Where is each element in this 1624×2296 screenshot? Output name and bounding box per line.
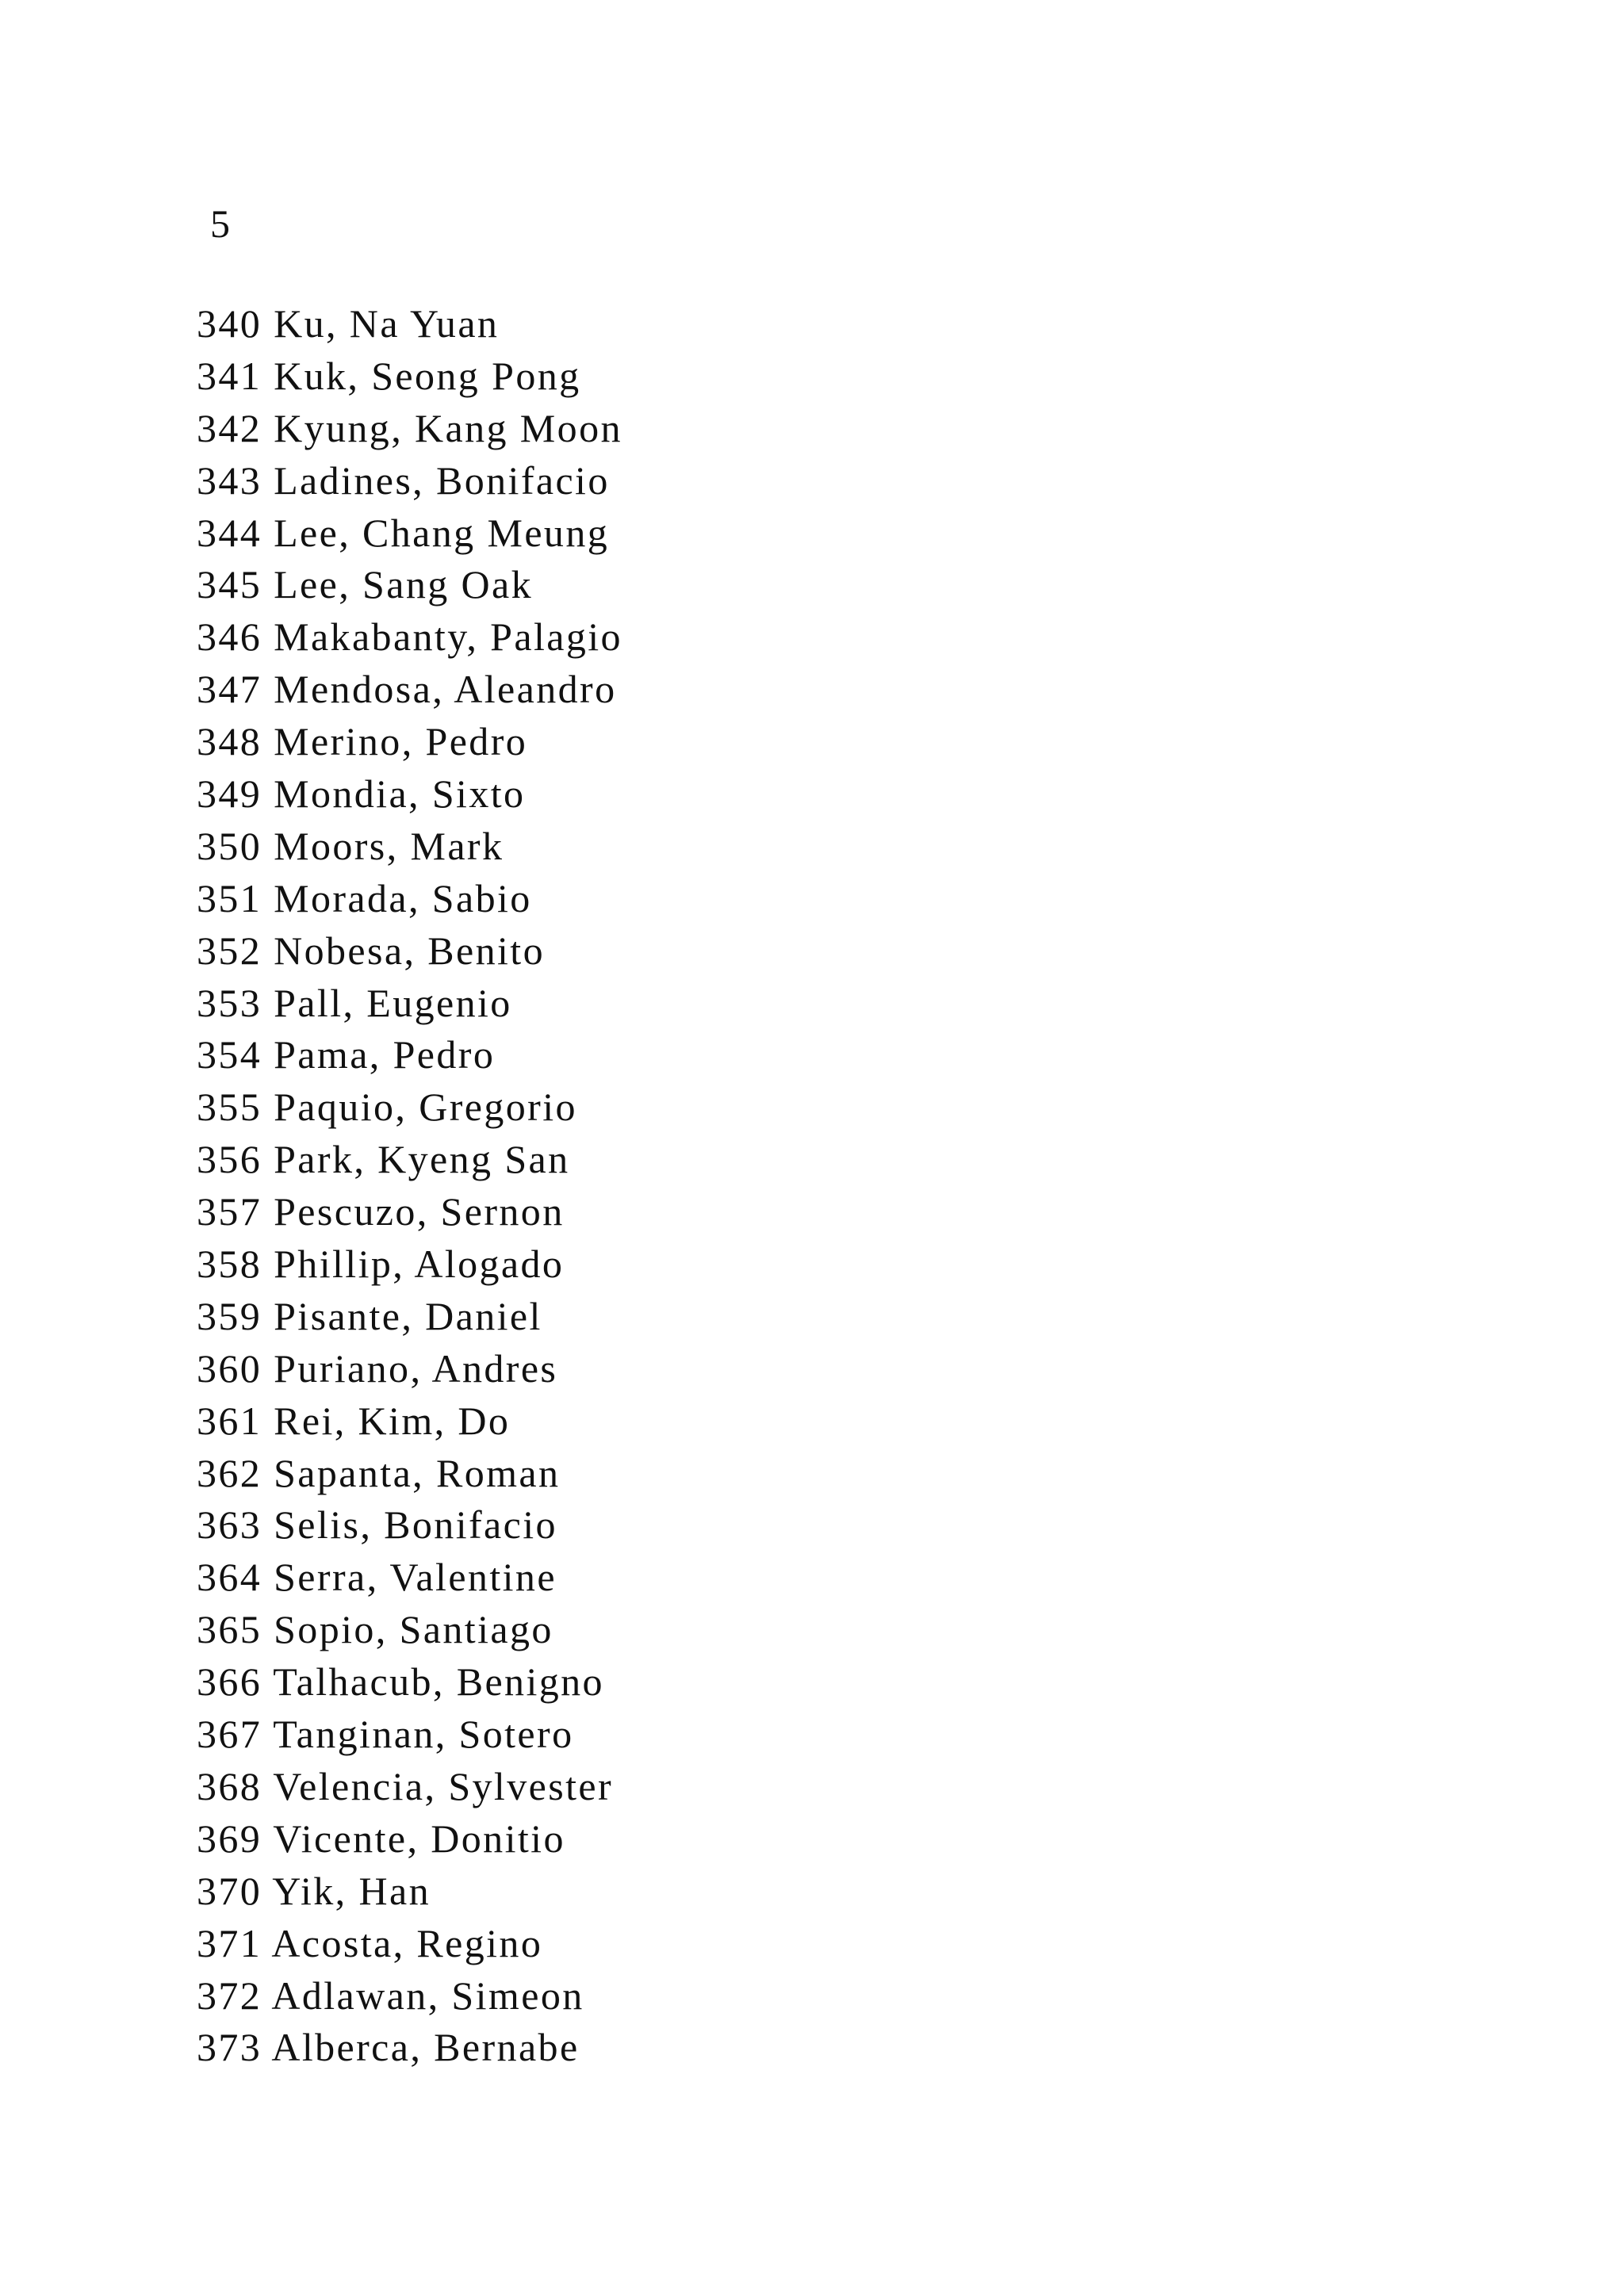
list-item: 362 Sapanta, Roman [197,1450,561,1495]
list-item: 357 Pescuzo, Sernon [197,1189,565,1234]
page-number: 5 [210,201,231,246]
list-item: 367 Tanginan, Sotero [197,1712,574,1757]
list-item: 353 Pall, Eugenio [197,980,512,1025]
list-item: 361 Rei, Kim, Do [197,1398,511,1443]
list-item: 371 Acosta, Regino [197,1920,543,1965]
list-item: 349 Mondia, Sixto [197,771,526,817]
list-item: 368 Velencia, Sylvester [197,1763,613,1808]
list-item: 363 Selis, Bonifacio [197,1502,557,1548]
list-item: 348 Merino, Pedro [197,719,528,764]
list-item: 355 Paquio, Gregorio [197,1085,577,1130]
list-item: 369 Vicente, Donitio [197,1816,565,1861]
list-item: 359 Pisante, Daniel [197,1293,542,1338]
list-item: 356 Park, Kyeng San [197,1137,570,1182]
list-item: 346 Makabanty, Palagio [197,614,622,660]
list-item: 358 Phillip, Alogado [197,1242,565,1287]
list-item: 373 Alberca, Bernabe [197,2025,580,2070]
list-item: 372 Adlawan, Simeon [197,1973,584,2018]
list-item: 341 Kuk, Seong Pong [197,353,581,398]
list-item: 364 Serra, Valentine [197,1555,557,1600]
list-item: 344 Lee, Chang Meung [197,510,610,555]
list-item: 340 Ku, Na Yuan [197,301,500,346]
list-item: 354 Pama, Pedro [197,1032,496,1077]
list-item: 352 Nobesa, Benito [197,928,545,973]
list-item: 360 Puriano, Andres [197,1345,558,1391]
list-item: 351 Morada, Sabio [197,875,532,920]
list-item: 350 Moors, Mark [197,823,504,868]
list-item: 365 Sopio, Santiago [197,1607,553,1652]
list-item: 342 Kyung, Kang Moon [197,405,622,450]
list-item: 370 Yik, Han [197,1868,431,1913]
list-item: 343 Ladines, Bonifacio [197,457,610,503]
list-item: 345 Lee, Sang Oak [197,562,534,607]
list-item: 347 Mendosa, Aleandro [197,667,617,712]
list-item: 366 Talhacub, Benigno [197,1659,604,1705]
name-list [197,298,622,2074]
